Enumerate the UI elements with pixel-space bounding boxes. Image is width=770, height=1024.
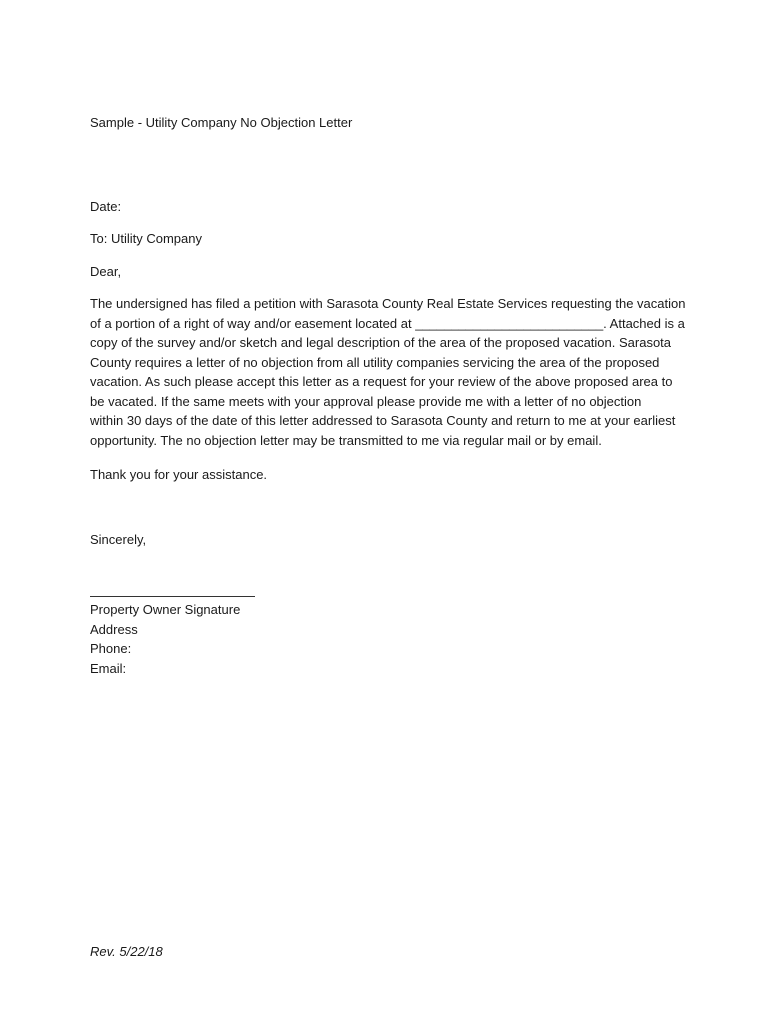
revision-footer: Rev. 5/22/18 (90, 944, 163, 959)
body-line: opportunity. The no objection letter may be transmitted to me via regular mail or by email. (90, 432, 602, 448)
body-line: County requires a letter of no objection from all utility companies servicing the area of the proposed (90, 354, 660, 370)
signature-line (90, 596, 255, 597)
body-line: be vacated. If the same meets with your approval please provide me with a letter of no objection (90, 393, 642, 409)
date-label: Date: (90, 199, 122, 214)
closing-line: Sincerely, (90, 532, 147, 547)
salutation: Dear, (90, 264, 122, 279)
signature-label: Property Owner Signature (90, 602, 241, 617)
email-label: Email: (90, 660, 127, 676)
body-line: The undersigned has filed a petition with Sarasota County Real Estate Services requesting the vacation (90, 296, 686, 311)
body-line: of a portion of a right of way and/or easement located at __________________________. Attached is a (90, 315, 685, 331)
thanks-line: Thank you for your assistance. (90, 467, 268, 482)
document-title: Sample - Utility Company No Objection Letter (90, 115, 353, 130)
address-label: Address (90, 621, 138, 637)
phone-label: Phone: (90, 641, 132, 656)
recipient-line: To: Utility Company (90, 231, 202, 246)
signature-block (90, 600, 240, 678)
body-line: within 30 days of the date of this letter addressed to Sarasota County and return to me at your earliest (90, 413, 676, 428)
body-line: vacation. As such please accept this letter as a request for your review of the above proposed area to (90, 374, 673, 389)
body-paragraph (90, 294, 690, 450)
body-line: copy of the survey and/or sketch and legal description of the area of the proposed vacation. Sarasota (90, 335, 672, 350)
